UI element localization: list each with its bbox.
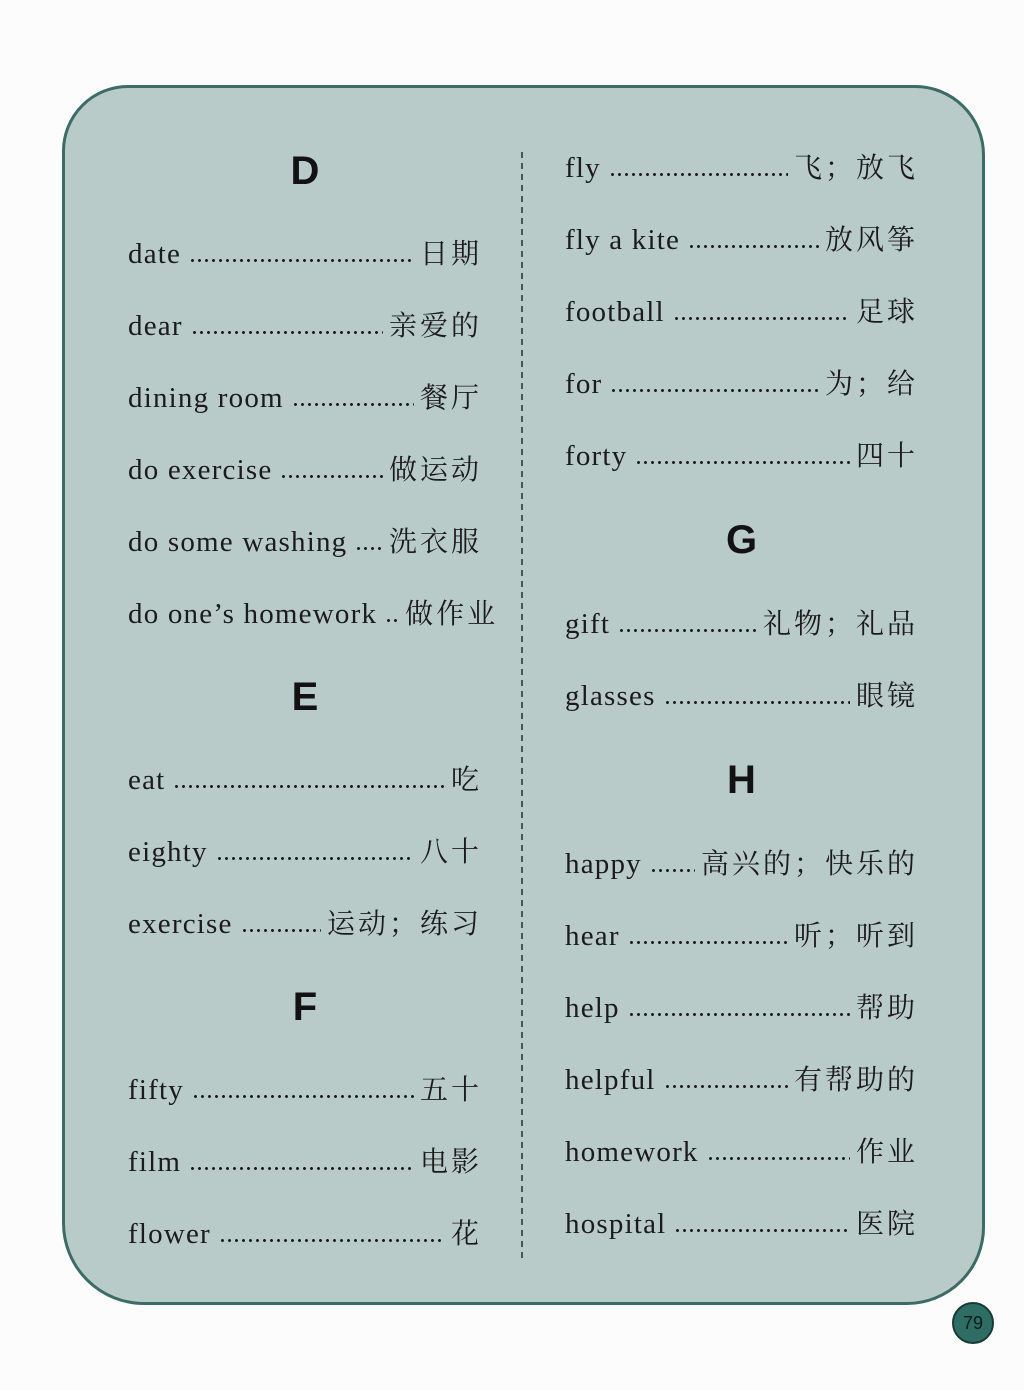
dot-leader bbox=[618, 628, 757, 633]
entry-term: football bbox=[565, 296, 665, 328]
entry-meaning: 花 bbox=[450, 1217, 482, 1250]
glossary-entry bbox=[565, 972, 918, 1044]
glossary-entry bbox=[128, 1198, 482, 1270]
glossary-entry bbox=[565, 276, 918, 348]
entry-meaning: 亲爱的 bbox=[388, 309, 482, 342]
entry-term: homework bbox=[565, 1136, 699, 1168]
entry-term: do exercise bbox=[128, 454, 273, 486]
entry-term: flower bbox=[128, 1218, 211, 1250]
entry-term: dining room bbox=[128, 382, 284, 414]
entry-term: for bbox=[565, 368, 603, 400]
dot-leader bbox=[216, 856, 414, 861]
entry-meaning: 运动；练习 bbox=[326, 907, 482, 940]
entry-meaning: 帮助 bbox=[855, 991, 918, 1024]
dot-leader bbox=[191, 330, 383, 335]
glossary-entry bbox=[128, 506, 482, 578]
entry-meaning: 五十 bbox=[419, 1073, 482, 1106]
entry-meaning: 洗衣服 bbox=[388, 525, 482, 558]
entry-term: hear bbox=[565, 920, 620, 952]
entry-meaning: 八十 bbox=[419, 835, 482, 868]
page-number-badge: 79 bbox=[952, 1302, 994, 1344]
entry-meaning: 为；给 bbox=[824, 367, 918, 400]
dot-leader bbox=[674, 1228, 850, 1233]
section-letter-heading: E bbox=[291, 675, 319, 719]
entry-term: date bbox=[128, 238, 182, 270]
glossary-entry bbox=[128, 816, 482, 888]
entry-term: fly a kite bbox=[565, 224, 681, 256]
entry-term: glasses bbox=[565, 680, 656, 712]
glossary-entry bbox=[565, 900, 918, 972]
glossary-entry bbox=[565, 132, 918, 204]
glossary-entry bbox=[565, 828, 918, 900]
dot-leader bbox=[219, 1238, 445, 1243]
entry-meaning: 做运动 bbox=[388, 453, 482, 486]
glossary-entry bbox=[565, 348, 918, 420]
entry-meaning: 餐厅 bbox=[419, 381, 482, 414]
entry-term: fifty bbox=[128, 1074, 184, 1106]
dot-leader bbox=[189, 258, 414, 263]
dot-leader bbox=[673, 316, 850, 321]
glossary-entry bbox=[565, 1188, 918, 1260]
dot-leader bbox=[173, 784, 445, 789]
dot-leader bbox=[628, 1012, 850, 1017]
entry-meaning: 高兴的；快乐的 bbox=[700, 847, 918, 880]
dot-leader bbox=[385, 618, 399, 623]
entry-term: do some washing bbox=[128, 526, 348, 558]
entry-meaning: 有帮助的 bbox=[793, 1063, 918, 1096]
entry-term: fly bbox=[565, 152, 601, 184]
entry-term: help bbox=[565, 992, 620, 1024]
glossary-entry bbox=[565, 420, 918, 492]
entry-term: film bbox=[128, 1146, 182, 1178]
entry-meaning: 听；听到 bbox=[793, 919, 918, 952]
section-letter-heading: F bbox=[292, 985, 318, 1029]
entry-meaning: 吃 bbox=[450, 763, 482, 796]
glossary-entry bbox=[565, 588, 918, 660]
dot-leader bbox=[707, 1156, 850, 1161]
entry-meaning: 医院 bbox=[855, 1207, 918, 1240]
dot-leader bbox=[189, 1166, 414, 1171]
dot-leader bbox=[628, 940, 788, 945]
dot-leader bbox=[635, 460, 850, 465]
glossary-entry bbox=[565, 660, 918, 732]
section-letter-heading: D bbox=[290, 149, 320, 193]
glossary-entry bbox=[128, 290, 482, 362]
section-letter-heading: G bbox=[725, 518, 758, 562]
entry-meaning: 作业 bbox=[855, 1135, 918, 1168]
column-divider bbox=[521, 152, 523, 1260]
glossary-entry bbox=[565, 1044, 918, 1116]
glossary-entry bbox=[128, 888, 482, 960]
dot-leader bbox=[280, 474, 383, 479]
glossary-entry bbox=[128, 744, 482, 816]
dot-leader bbox=[610, 388, 819, 393]
dot-leader bbox=[664, 700, 850, 705]
glossary-entry bbox=[128, 1054, 482, 1126]
entry-term: eat bbox=[128, 764, 166, 796]
section-letter-heading: H bbox=[727, 758, 756, 802]
entry-term: do one’s homework bbox=[128, 598, 378, 630]
glossary-entry bbox=[128, 1126, 482, 1198]
glossary-entry bbox=[128, 434, 482, 506]
entry-term: happy bbox=[565, 848, 642, 880]
entry-meaning: 眼镜 bbox=[855, 679, 918, 712]
entry-meaning: 足球 bbox=[855, 295, 918, 328]
entry-meaning: 做作业 bbox=[405, 597, 499, 630]
entry-term: dear bbox=[128, 310, 183, 342]
entry-term: helpful bbox=[565, 1064, 656, 1096]
dot-leader bbox=[688, 244, 819, 249]
dot-leader bbox=[355, 546, 383, 551]
entry-meaning: 飞；放飞 bbox=[793, 151, 918, 184]
glossary-entry bbox=[128, 578, 499, 650]
dot-leader bbox=[292, 402, 414, 407]
entry-meaning: 礼物；礼品 bbox=[762, 607, 918, 640]
entry-term: exercise bbox=[128, 908, 233, 940]
entry-term: hospital bbox=[565, 1208, 667, 1240]
entry-meaning: 四十 bbox=[855, 439, 918, 472]
dot-leader bbox=[241, 928, 321, 933]
entry-term: eighty bbox=[128, 836, 208, 868]
entry-term: forty bbox=[565, 440, 628, 472]
entry-meaning: 放风筝 bbox=[824, 223, 918, 256]
dot-leader bbox=[609, 172, 788, 177]
entry-meaning: 日期 bbox=[419, 237, 482, 270]
dot-leader bbox=[650, 868, 695, 873]
glossary-entry bbox=[565, 204, 918, 276]
entry-meaning: 电影 bbox=[419, 1145, 482, 1178]
glossary-entry bbox=[128, 362, 482, 434]
glossary-entry bbox=[565, 1116, 918, 1188]
entry-term: gift bbox=[565, 608, 611, 640]
glossary-entry bbox=[128, 218, 482, 290]
dot-leader bbox=[664, 1084, 788, 1089]
dot-leader bbox=[192, 1094, 414, 1099]
